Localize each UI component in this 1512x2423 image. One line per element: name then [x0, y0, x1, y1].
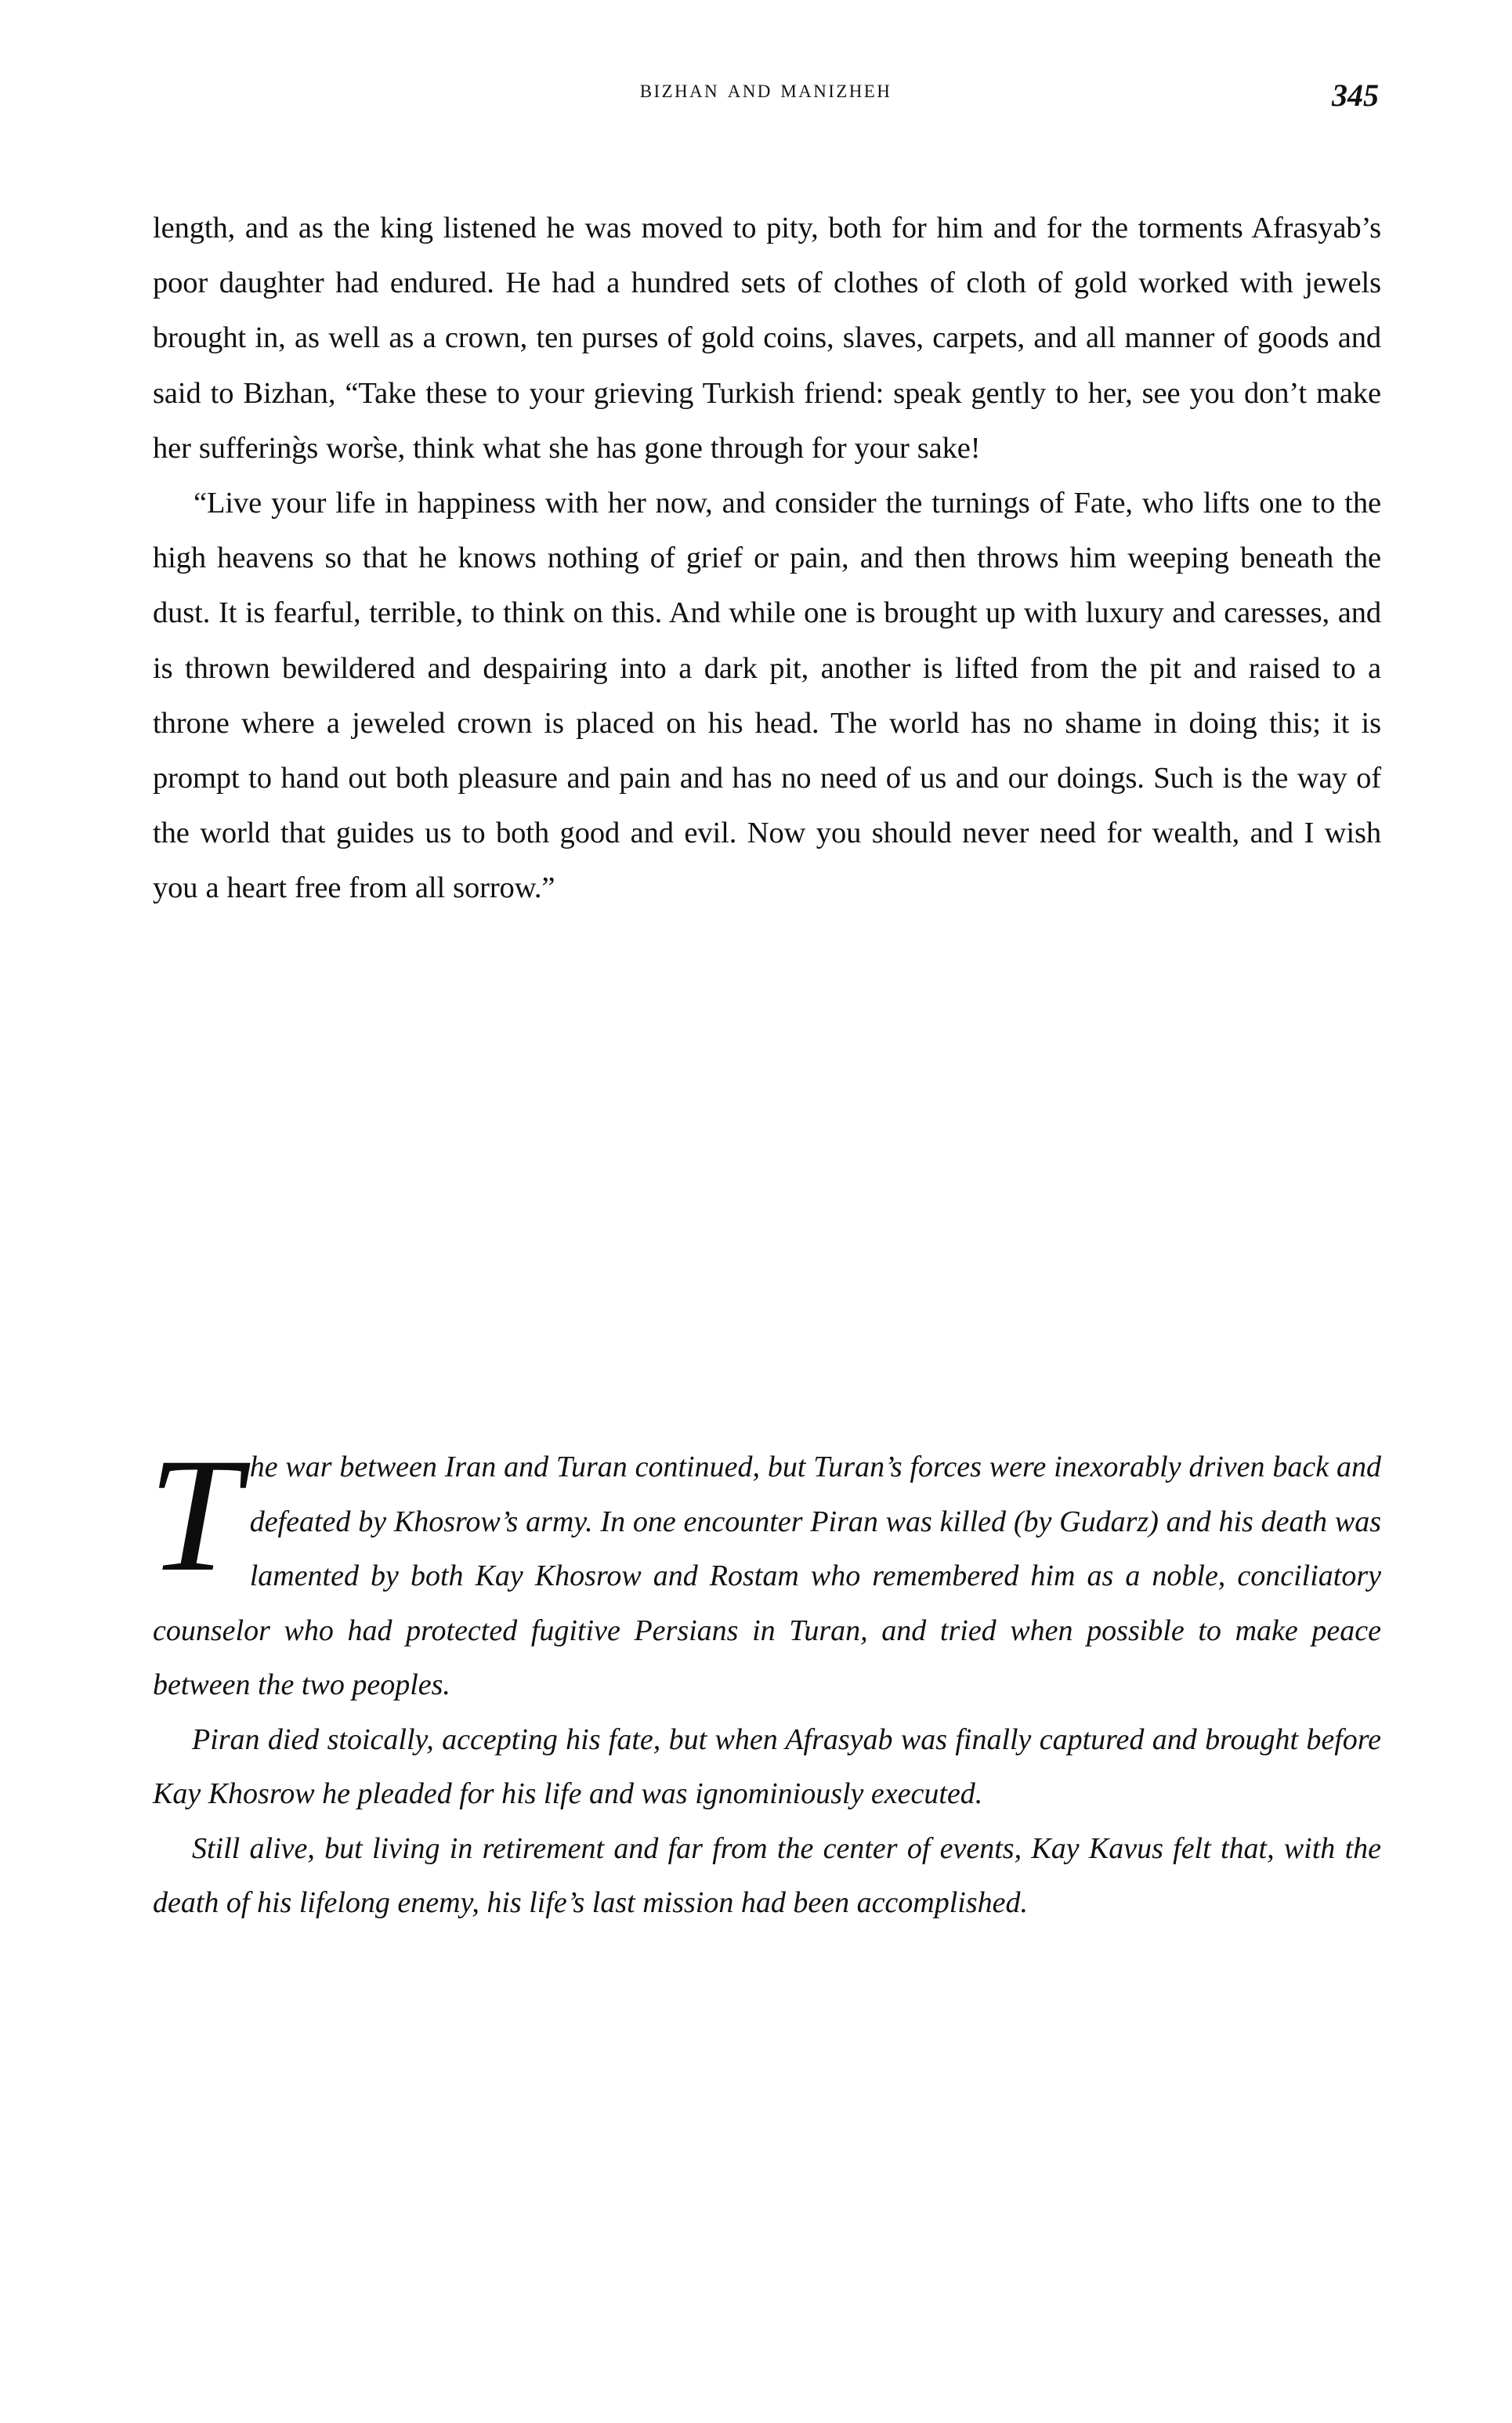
running-head-title: bizhan and manizheh — [639, 75, 892, 103]
paragraph-live-your-life: “Live your life in happiness with her now, and consider the turnings of Fate, who lifts one to the high heavens so that he knows nothing of grief or pain, and then throws him weeping beneath the dust. It is fearful, terrible, to think on this. And while one is brought up with luxury and caresses, and is thrown bewildered and despairing into a dark pit, another is lifted from the pit and raised to a throne where a jeweled crown is placed on his head. The world has no shame in doing this; it is prompt to hand out both pleasure and pain and has no need of us and our doings. Such is the way of the world that guides us to both good and evil. Now you should never need for wealth, and I wish you a heart free from all sorrow.” — [153, 487, 1381, 905]
paragraph-continued: length, and as the king listened he was moved to pity, both for him and for the torments Afrasyab’s poor daughter had endured. He had a hundred sets of clothes of cloth of gold worked with jewels brought in, as well as a crown, ten purses of gold coins, slaves, carpets, and all manner of goods and said to Bizhan, “Take these to your grieving Turkish friend: speak gently to her, see you don’t make her suffering̀s wors̀e, think what she has gone through for your sake! — [153, 212, 1381, 465]
paragraph-war-between-iran-and-turan-text: he war between Iran and Turan continued, but Turan’s forces were inexorably driven back and defeated by Khosrow’s army. In one encounter Piran was killed (by Gudarz) and his death was lamented by both Kay Khosrow and Rostam who remembered him as a noble, conciliatory counselor who had protected fugitive Persians in Turan, and tried when possible to make peace between the two peoples. — [153, 1451, 1381, 1701]
drop-cap-letter: T — [148, 1425, 241, 1605]
paragraph-piran-died: Piran died stoically, accepting his fate, but when Afrasyab was finally captured and brought before Kay Khosrow he pleaded for his life and was ignominiously executed. — [153, 1722, 1381, 1810]
summary-section — [148, 1425, 1381, 1931]
main-text-block — [153, 201, 1381, 916]
paragraph-still-alive: Still alive, but living in retirement and far from the center of events, Kay Kavus felt that, with the death of his lifelong enemy, his life’s last mission had been accomplished. — [153, 1831, 1381, 1919]
page-number: 345 — [1332, 78, 1379, 113]
paragraph-war-between-iran-and-turan — [148, 1425, 1381, 1713]
running-head — [153, 75, 1379, 122]
